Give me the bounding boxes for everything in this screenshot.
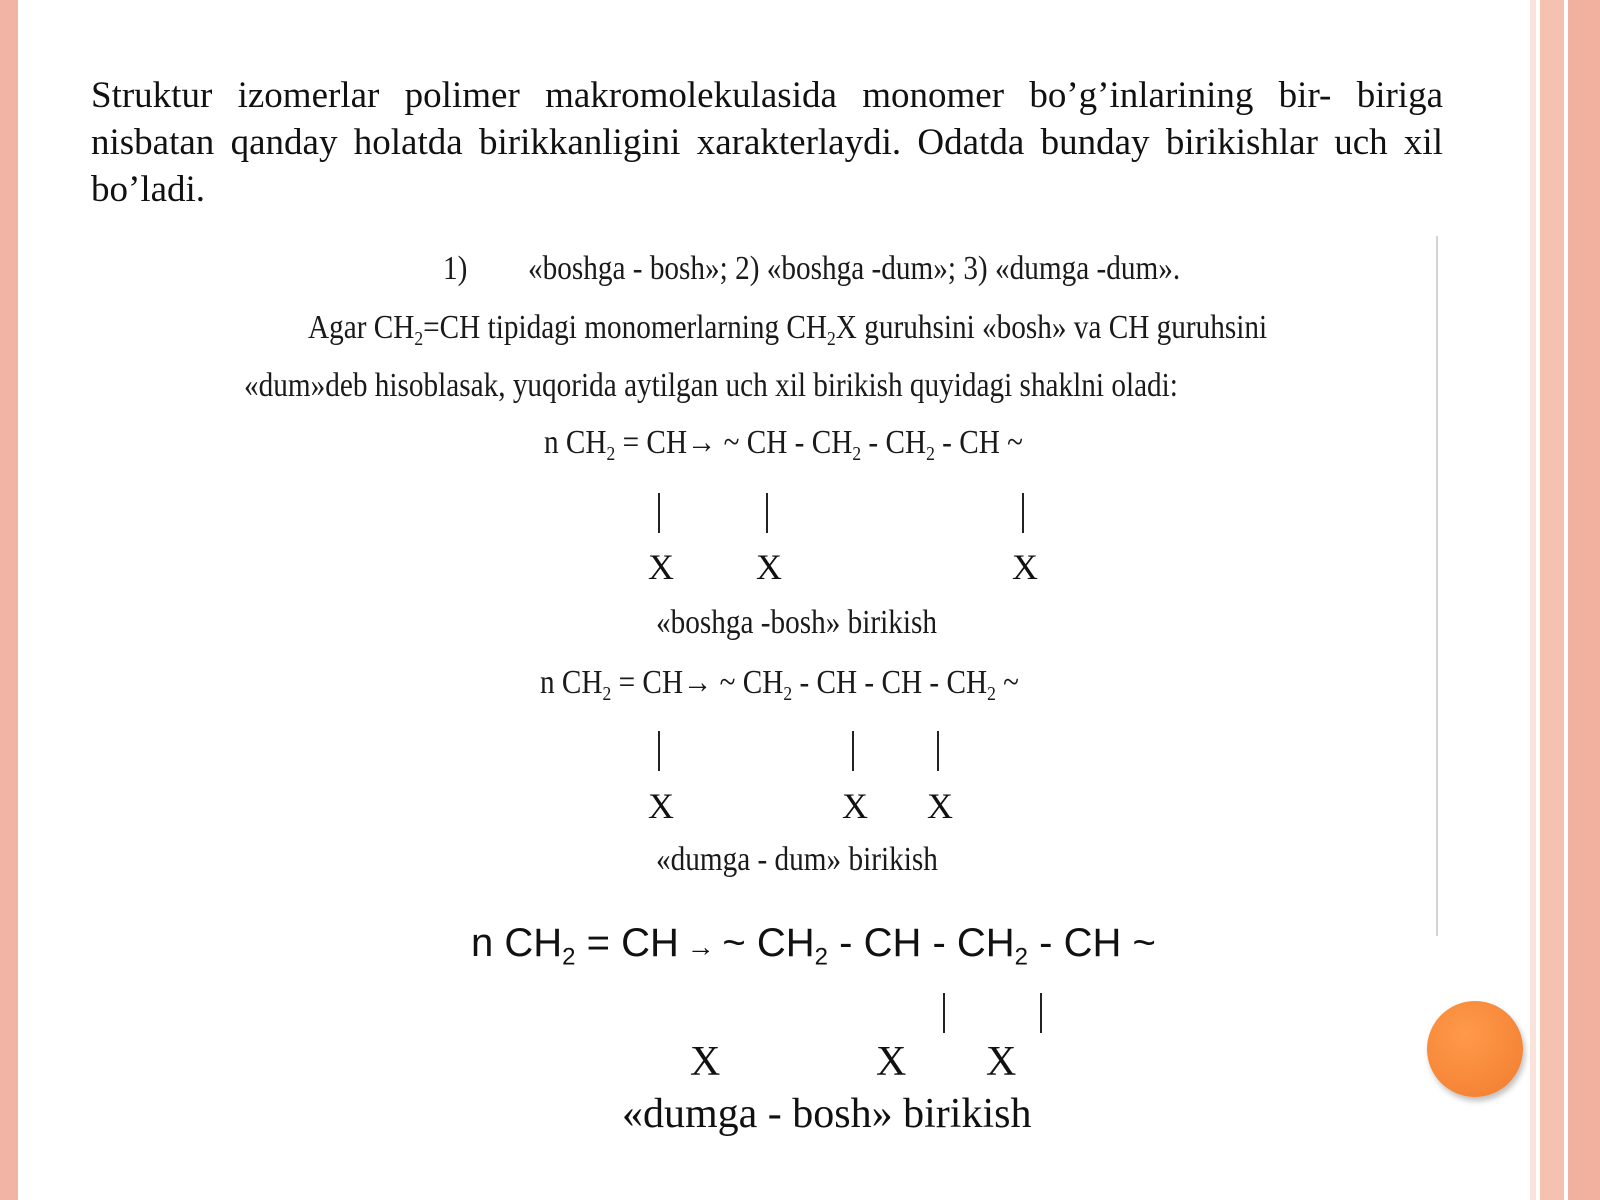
caption-tail-to-head: «dumga - bosh» birikish [622,1091,1032,1137]
bond-line [943,993,945,1033]
definition-line: Agar $CH_2=CH$ tipidagi monomerlarning $CH_2X$ guruhsini «bosh» va CH guruhsini [308,309,1268,351]
caption-tail-to-tail: «dumga - dum» birikish [656,841,938,878]
left-border-decoration [0,0,18,1200]
substituent-x: X [842,786,868,826]
bond-line [852,731,854,771]
equation-head-to-head: n $CH_2 = CH\to$ ~ CH - $CH_2 - CH_2$ - CH ~ [544,424,1023,466]
substituent-x: X [986,1039,1017,1085]
equation-tail-to-head: n $CH_2$ = CH → ~ $CH_2$ - CH - $CH_2$ - CH ~ [471,921,1156,971]
bond-line [658,493,660,533]
enum-number: 1) [443,250,468,287]
right-stripe-decoration [1530,0,1600,1200]
substituent-x: X [876,1039,907,1085]
substituent-x: X [1012,547,1038,587]
substituent-x: X [648,786,674,826]
bond-line [1040,993,1042,1033]
intro-paragraph: Struktur izomerlar polimer makromolekulasida monomer bo’g’inlarining bir- biriga nisbatan qanday holatda birikkanligini xarakterlaydi. Odatda bunday birikishlar uch xil bo’ladi. [91,75,1443,210]
caption-head-to-head: «boshga -bosh» birikish [656,604,938,641]
bond-line [658,731,660,771]
substituent-x: X [648,547,674,587]
definition-line-2: «dum»deb hisoblasak, yuqorida aytilgan uch xil birikish quyidagi shaklni oladi: [244,367,1178,404]
bond-line [766,493,768,533]
substituent-x: X [690,1039,721,1085]
orange-circle-button[interactable] [1427,1001,1523,1097]
substituent-x: X [927,786,953,826]
scan-image-border [1436,236,1438,936]
equation-tail-to-tail: n $CH_2 = CH\to$ ~ $CH_2$ - CH - CH - $CH_2$ ~ [540,664,1019,706]
enum-line: «boshga - bosh»; 2) «boshga -dum»; 3) «dumga -dum». [528,250,1181,287]
bond-line [937,731,939,771]
substituent-x: X [756,547,782,587]
bond-line [1022,493,1024,533]
